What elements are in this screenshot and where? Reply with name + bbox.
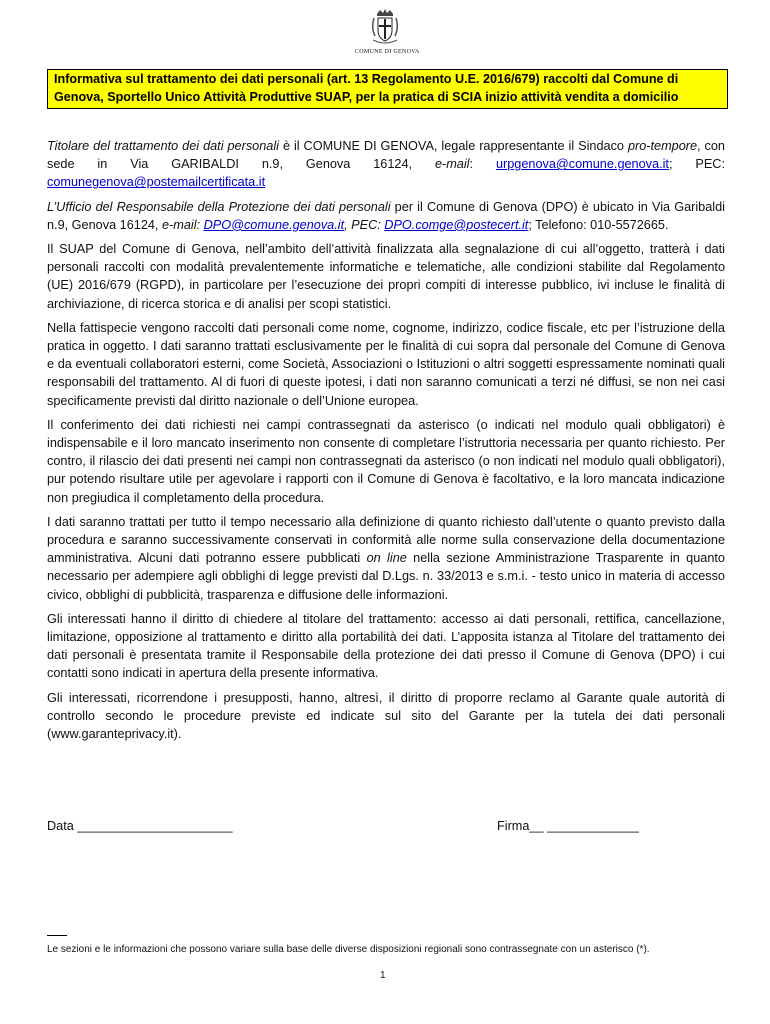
- urp-email-link[interactable]: urpgenova@comune.genova.it: [495, 157, 669, 172]
- titolare-label: Titolare del trattamento dei dati personali: [47, 139, 279, 153]
- paragraph-suap: Il SUAP del Comune di Genova, nell’ambito dell’attività finalizzata alla segnalazione di cui all’oggetto, tratterà i dati personali raccolti con modalità prevalentemente informatiche e telematiche, alle condizioni stabilite dal Regolamento (UE) 2016/679 (RGPD), in particolare per l’esecuzione dei propri compiti di interesse pubblico, ivi incluse le finalità di archiviazione, di ricerca storica e di analisi per scopi statistici.: [47, 242, 725, 311]
- paragraph-titolare: [47, 137, 725, 192]
- dpo-email-label: e-mail:: [161, 217, 204, 232]
- colon-separator: :: [469, 157, 496, 172]
- data-field[interactable]: Data ______________________: [47, 819, 233, 833]
- page-number: 1: [380, 970, 386, 981]
- on-line-text: on line: [366, 551, 407, 566]
- paragraph-reclamo: Gli interessati, ricorrendone i presupposti, hanno, altresì, il diritto di proporre reclamo al Garante quale autorità di controllo secondo le procedure previste ed indicate sul sito del Garante per la tutela dei dati personali (www.garanteprivacy.it).: [47, 690, 725, 742]
- conservazione-text-a: I dati saranno trattati per tutto il tempo necessario alla definizione di quanto richiesto dall’utente o quanto previsto dalla procedura e saranno successivamente conservati in conformità alle norme sulla conservazione della documentazione amministrativa. Alcuni dati potranno essere pubblicati: [47, 514, 725, 566]
- crest-caption: COMUNE DI GENOVA: [355, 49, 420, 55]
- pro-tempore-text: pro-tempore: [627, 139, 698, 153]
- pec-label: ; PEC:: [668, 157, 725, 172]
- dpo-label: L’Ufficio del Responsabile della Protezione dei dati personali: [47, 199, 391, 214]
- firma-field[interactable]: Firma__ _____________: [497, 819, 639, 833]
- dpo-phone: ; Telefono: 010-5572665.: [528, 217, 669, 232]
- city-crest: [355, 8, 420, 55]
- pec-email-link[interactable]: comunegenova@postemailcertificata.it: [47, 175, 266, 190]
- titolare-text: è il COMUNE DI GENOVA, legale rappresentante il Sindaco: [278, 139, 628, 153]
- dpo-address: per il Comune di Genova (DPO) è ubicato in Via Garibaldi n.9, Genova 16124,: [47, 199, 725, 232]
- paragraph-fattispecie: Nella fattispecie vengono raccolti dati personali come nome, cognome, indirizzo, codice fiscale, etc per l’istruzione della pratica in oggetto. I dati saranno trattati esclusivamente per le finalità di cui sopra dal personale del Comune di Genova e da eventuali collaboratori esterni, come Società, Associazioni o Istituzioni o altri soggetti espressamente nominati quali responsabili del trattamento. Al di fuori di queste ipotesi, i dati non saranno comunicati a terzi né diffusi, se non nei casi specificamente previsti dal diritto nazionale o dell’Unione europea.: [47, 320, 725, 408]
- document-title: Informativa sul trattamento dei dati personali (art. 13 Regolamento U.E. 2016/679) raccolti dal Comune di Genova, Sportello Unico Attività Produttive SUAP, per la pratica di SCIA inizio attività vendita a domicilio: [47, 69, 728, 109]
- footnote-divider: [47, 935, 67, 936]
- paragraph-conservazione: [47, 513, 725, 604]
- dpo-pec-link[interactable]: DPO.comge@postecert.it: [384, 217, 529, 232]
- paragraph-dpo: [47, 198, 725, 234]
- paragraph-diritti: Gli interessati hanno il diritto di chiedere al titolare del trattamento: accesso ai dati personali, rettifica, cancellazione, limitazione, opposizione al trattamento e diritto alla portabilità dei dati. L’apposita istanza al Titolare del trattamento dei dati personali è presentata tramite il Responsabile della protezione dei dati presso il Comune di Genova (DPO) i cui contatti sono indicati in apertura della presente informativa.: [47, 611, 725, 681]
- document-body: [47, 137, 725, 749]
- footnote: Le sezioni e le informazioni che possono variare sulla base delle diverse disposizioni regionali sono contrassegnate con un asterisco (*).: [47, 944, 650, 955]
- dpo-pec-label: , PEC:: [344, 217, 385, 232]
- paragraph-conferimento: Il conferimento dei dati richiesti nei campi contrassegnati da asterisco (o indicati nel modulo quali obbligatori) è indispensabile e il loro mancato inserimento non consente di completare l’istruttoria necessaria per quanto richiesto. Per contro, il rilascio dei dati presenti nei campi non contrassegnati da asterisco (o non indicati nel modulo quali obbligatori), pur potendo risultare utile per agevolare i rapporti con il Comune di Genova è facoltativo, e la loro mancata indicazione non pregiudica il completamento della procedura.: [47, 417, 725, 505]
- dpo-email-link[interactable]: DPO@comune.genova.it: [203, 217, 345, 232]
- conservazione-text-b: nella sezione Amministrazione Trasparente in quanto necessario per adempiere agli obblighi di legge previsti dal D.Lgs. n. 33/2013 e s.m.i. - testo unico in materia di accesso civico, obblighi di pubblicità, trasparenza e diffusione delle informazioni.: [47, 551, 725, 602]
- crest-icon: [368, 8, 402, 48]
- titolare-address: , con sede in Via GARIBALDI n.9, Genova 16124,: [47, 139, 725, 172]
- email-label: e-mail: [434, 157, 470, 172]
